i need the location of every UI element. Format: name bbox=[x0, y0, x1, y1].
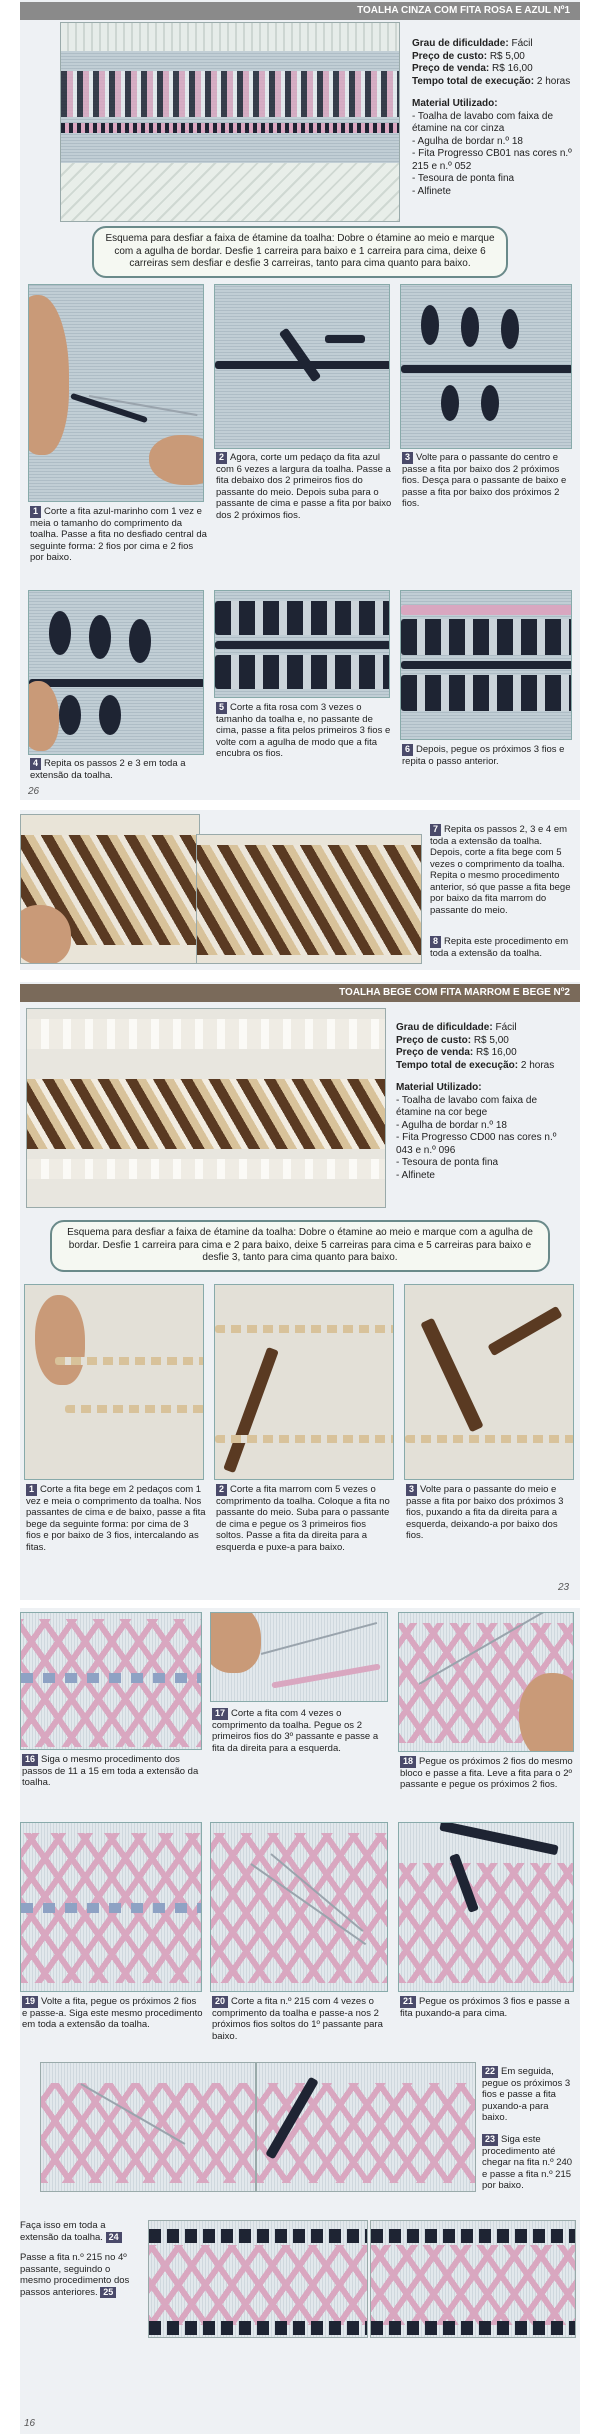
step-25-photo bbox=[370, 2220, 576, 2338]
step-23-photo bbox=[256, 2062, 476, 2192]
difficulty-label: Grau de dificuldade: bbox=[412, 38, 509, 49]
step-2-3-photo bbox=[404, 1284, 574, 1480]
materials-label: Material Utilizado: bbox=[412, 98, 498, 109]
step-2-3 bbox=[404, 1284, 576, 1594]
step-2-2 bbox=[214, 1284, 398, 1594]
step-22 bbox=[482, 2066, 574, 2124]
step-6-photo bbox=[400, 590, 572, 740]
difficulty-value: Fácil bbox=[511, 38, 533, 49]
time-value: 2 horas bbox=[536, 75, 571, 87]
time-label: Tempo total de execução: bbox=[396, 1059, 519, 1071]
step-number: 21 bbox=[400, 1996, 416, 2008]
step-text: Volte para o passante do meio e passe a fita por baixo dos próximos 3 fios, puxando a fita da direita para a esquerda, deixando-a por baixo dos fios. bbox=[406, 1484, 564, 1541]
towel-1-info bbox=[412, 38, 572, 198]
step-number: 25 bbox=[100, 2287, 116, 2299]
material-item: - Tesoura de ponta fina bbox=[412, 173, 515, 184]
step-text: Volte para o passante do centro e passe a fita por baixo dos 2 próximos fios. Desça para o passante de baixo e passe a fita por baixo dos próximos 2 fios. bbox=[402, 452, 567, 509]
step-text: Pegue os próximos 3 fios e passe a fita puxando-a para cima. bbox=[400, 1996, 570, 2019]
step-number: 3 bbox=[406, 1484, 417, 1496]
step-number: 22 bbox=[482, 2066, 498, 2078]
section-1-title: TOALHA CINZA COM FITA ROSA E AZUL Nº1 bbox=[20, 2, 580, 20]
step-24 bbox=[20, 2220, 144, 2243]
towel-2-photo bbox=[26, 1008, 386, 1208]
sale-value: R$ 16,00 bbox=[476, 1047, 517, 1058]
step-2-photo bbox=[214, 284, 390, 449]
step-18-photo bbox=[398, 1612, 574, 1752]
section-2 bbox=[20, 982, 580, 1600]
step-text: Corte a fita com 4 vezes o comprimento da toalha. Pegue os 2 primeiros fios do 3º passante e passe a fita da direita para a esquerda. bbox=[212, 1708, 379, 1754]
step-5 bbox=[214, 590, 396, 790]
step-23 bbox=[482, 2134, 574, 2192]
step-number: 2 bbox=[216, 1484, 227, 1496]
section-3 bbox=[20, 1608, 580, 2434]
section-2-title: TOALHA BEGE COM FITA MARROM E BEGE Nº2 bbox=[20, 984, 580, 1002]
step-3 bbox=[400, 284, 576, 584]
material-item: - Toalha de lavabo com faixa de étamine na cor bege bbox=[396, 1094, 538, 1118]
cost-label: Preço de custo: bbox=[412, 50, 488, 62]
step-4-photo bbox=[28, 590, 204, 755]
step-21 bbox=[398, 1822, 576, 2052]
step-number: 23 bbox=[482, 2134, 498, 2146]
step-text: Corte a fita bege em 2 pedaços com 1 vez e meia o comprimento da toalha. Nos passantes de cima e de baixo, passe a fita bege da seguinte forma: por cima de 3 fios e por baixo de 3 fios, intercalando as fitas. bbox=[26, 1484, 206, 1553]
towel-1-photo bbox=[60, 22, 400, 222]
step-7 bbox=[430, 824, 576, 916]
step-3-photo bbox=[400, 284, 572, 449]
step-2-1 bbox=[24, 1284, 208, 1594]
step-text: Agora, corte um pedaço da fita azul com 6 vezes a largura da toalha. Passe a fita debaixo dos 2 primeiros fios do passante do meio. Depois suba para o passante de cima e passe a fita por baixo dos 2 próximos fios. bbox=[216, 452, 392, 521]
difficulty-label: Grau de dificuldade: bbox=[396, 1022, 493, 1033]
step-17 bbox=[210, 1612, 392, 1812]
unravel-scheme-note: Esquema para desfiar a faixa de étamine da toalha: Dobre o étamine ao meio e marque com a agulha de bordar. Desfie 1 carreira para baixo e 1 carreira para cima, deixe 6 carreiras sem desfiar e desfie 3 carreiras, tanto para cima quanto para baixo. bbox=[92, 226, 508, 278]
material-item: - Alfinete bbox=[412, 185, 451, 197]
step-20-photo bbox=[210, 1822, 388, 1992]
step-number: 6 bbox=[402, 744, 413, 756]
step-1 bbox=[28, 284, 210, 584]
step-text: Volte a fita, pegue os próximos 2 fios e passe-a. Siga este mesmo procedimento em toda a extensão da toalha. bbox=[22, 1996, 203, 2030]
step-number: 18 bbox=[400, 1756, 416, 1768]
step-number: 2 bbox=[216, 452, 227, 464]
step-text: Passe a fita n.º 215 no 4º passante, seguindo o mesmo procedimento dos passos anteriores. bbox=[20, 2252, 130, 2298]
towel-2-info bbox=[396, 1022, 572, 1182]
step-16-photo bbox=[20, 1612, 202, 1750]
sale-label: Preço de venda: bbox=[412, 63, 490, 74]
material-item: - Fita Progresso CD00 nas cores n.º 043 e n.º 096 bbox=[396, 1132, 557, 1156]
step-number: 17 bbox=[212, 1708, 228, 1720]
step-2-1-photo bbox=[24, 1284, 204, 1480]
material-item: - Toalha de lavabo com faixa de étamine na cor cinza bbox=[412, 110, 554, 134]
step-5-photo bbox=[214, 590, 390, 698]
step-number: 20 bbox=[212, 1996, 228, 2008]
step-2-2-photo bbox=[214, 1284, 394, 1480]
step-7-photo bbox=[20, 814, 200, 964]
step-text: Corte a fita marrom com 5 vezes o comprimento da toalha. Coloque a fita no passante do meio. Suba para o passante de cima e pegue os 3 primeiros fios soltos. Passe a fita da direita para a esquerda e puxe-a para baixo. bbox=[216, 1484, 390, 1553]
step-number: 1 bbox=[26, 1484, 37, 1496]
step-number: 7 bbox=[430, 824, 441, 836]
step-24-photo bbox=[148, 2220, 368, 2338]
step-text: Pegue os próximos 2 fios do mesmo bloco e passe a fita. Leve a fita para o 2º passante e pegue os próximos 2 fios. bbox=[400, 1756, 573, 1790]
difficulty-value: Fácil bbox=[495, 1022, 517, 1033]
unravel-scheme-note-2: Esquema para desfiar a faixa de étamine da toalha: Dobre o étamine ao meio e marque com a agulha de bordar. Desfie 1 carreira para cima e 2 para baixo, deixe 5 carreiras para cima e 5 carreiras para baixo e desfie 3, tanto para cima quanto para baixo. bbox=[50, 1220, 550, 1272]
step-number: 4 bbox=[30, 758, 41, 770]
sale-value: R$ 16,00 bbox=[492, 63, 533, 74]
step-1-photo bbox=[28, 284, 204, 502]
step-number: 5 bbox=[216, 702, 227, 714]
step-text: Corte a fita rosa com 3 vezes o tamanho da toalha e, no passante de cima, passe a fita pelos primeiros 3 fios e volte com a agulha de modo que a fita encubra os fios. bbox=[216, 702, 391, 759]
section-1 bbox=[20, 0, 580, 800]
step-17-photo bbox=[210, 1612, 388, 1702]
step-6 bbox=[400, 590, 576, 790]
page-number: 23 bbox=[558, 1582, 570, 1593]
step-8-photo bbox=[196, 834, 422, 964]
step-number: 8 bbox=[430, 936, 441, 948]
step-2 bbox=[214, 284, 396, 584]
step-number: 3 bbox=[402, 452, 413, 464]
cost-label: Preço de custo: bbox=[396, 1034, 472, 1046]
sale-label: Preço de venda: bbox=[396, 1047, 474, 1058]
step-text: Siga este procedimento até chegar na fita n.º 240 e passe a fita n.º 215 por baixo. bbox=[482, 2134, 573, 2191]
step-25 bbox=[20, 2252, 144, 2298]
step-19 bbox=[20, 1822, 206, 2052]
step-text: Corte a fita n.º 215 com 4 vezes o comprimento da toalha e passe-a nos 2 próximos fios soltos do 1º passante para baixo. bbox=[212, 1996, 383, 2042]
page-number: 16 bbox=[24, 2418, 36, 2429]
step-text: Repita os passos 2 e 3 em toda a extensão da toalha. bbox=[30, 758, 186, 781]
step-19-photo bbox=[20, 1822, 202, 1992]
material-item: - Agulha de bordar n.º 18 bbox=[412, 135, 523, 147]
step-text: Repita este procedimento em toda a extensão da toalha. bbox=[430, 936, 569, 959]
step-21-photo bbox=[398, 1822, 574, 1992]
materials-label: Material Utilizado: bbox=[396, 1082, 482, 1093]
material-item: - Fita Progresso CB01 nas cores n.º 215 e n.º 052 bbox=[412, 148, 572, 172]
step-number: 19 bbox=[22, 1996, 38, 2008]
step-8 bbox=[430, 936, 576, 959]
step-text: Depois, pegue os próximos 3 fios e repita o passo anterior. bbox=[402, 744, 565, 767]
step-text: Repita os passos 2, 3 e 4 em toda a extensão da toalha. Depois, corte a fita bege com 5 vezes o comprimento da toalha. Repita o mesmo procedimento anterior, só que passe a fita bege por baixo da fita marrom do passante do meio. bbox=[430, 824, 571, 916]
step-text: Corte a fita azul-marinho com 1 vez e meia o tamanho do comprimento da toalha. Passe a fita no desfiado central da seguinte forma: 2 fios por cima e 2 fios por baixo. bbox=[30, 506, 207, 563]
step-20 bbox=[210, 1822, 392, 2052]
material-item: - Alfinete bbox=[396, 1169, 435, 1181]
step-22-photo bbox=[40, 2062, 256, 2192]
material-item: - Tesoura de ponta fina bbox=[396, 1157, 499, 1168]
step-text: Faça isso em toda a extensão da toalha. bbox=[20, 2220, 106, 2243]
step-4 bbox=[28, 590, 210, 790]
section-2-top bbox=[20, 810, 580, 970]
cost-value: R$ 5,00 bbox=[473, 1034, 509, 1046]
cost-value: R$ 5,00 bbox=[489, 50, 525, 62]
material-item: - Agulha de bordar n.º 18 bbox=[396, 1119, 507, 1131]
page-number: 26 bbox=[28, 786, 40, 797]
step-number: 16 bbox=[22, 1754, 38, 1766]
step-number: 24 bbox=[106, 2232, 122, 2244]
time-label: Tempo total de execução: bbox=[412, 75, 535, 87]
step-text: Em seguida, pegue os próximos 3 fios e passe a fita puxando-a para baixo. bbox=[482, 2066, 571, 2123]
step-18 bbox=[398, 1612, 576, 1812]
step-number: 1 bbox=[30, 506, 41, 518]
time-value: 2 horas bbox=[520, 1059, 555, 1071]
step-text: Siga o mesmo procedimento dos passos de 11 a 15 em toda a extensão da toalha. bbox=[22, 1754, 199, 1788]
step-16 bbox=[20, 1612, 206, 1812]
